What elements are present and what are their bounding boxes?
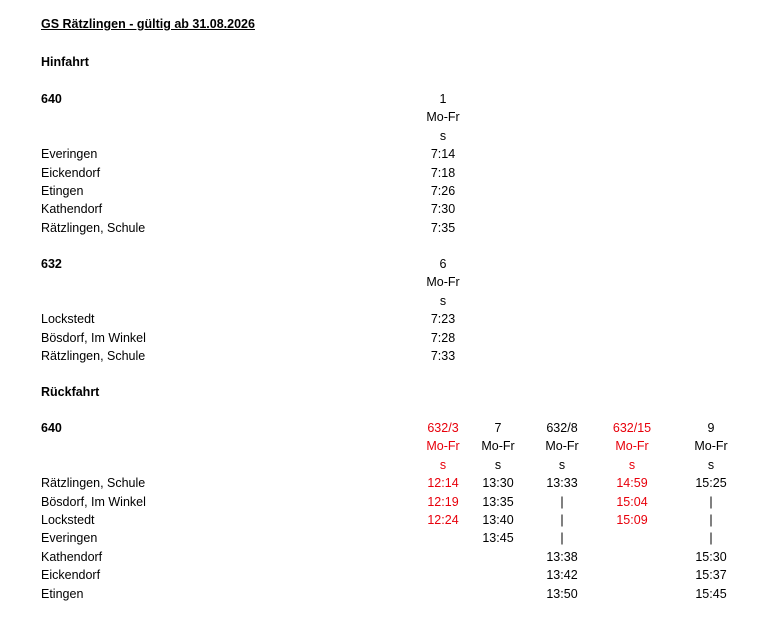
- departure-time: 15:04: [616, 494, 648, 509]
- stop-name: Rätzlingen, Schule: [41, 476, 146, 491]
- departure-time: 7:26: [430, 184, 456, 198]
- departure-time: 13:42: [546, 568, 578, 583]
- stop-name: Eickendorf: [41, 165, 101, 180]
- departure-time: 13:45: [482, 531, 514, 546]
- stop-name: Lockstedt: [41, 312, 95, 327]
- departure-time: 15:25: [695, 476, 727, 491]
- trip-days: Mo-Fr: [694, 439, 728, 454]
- trip-days: Mo-Fr: [545, 439, 579, 454]
- section-heading-rueckfahrt: Rückfahrt: [41, 385, 100, 399]
- trip-note: s: [439, 128, 447, 143]
- stop-name: Everingen: [41, 531, 98, 546]
- trip-days: Mo-Fr: [426, 275, 460, 290]
- departure-time: 7:14: [430, 147, 456, 162]
- trip-number: 632/15: [612, 421, 652, 435]
- trip-note: s: [558, 457, 566, 472]
- trip-number: 7: [494, 421, 502, 435]
- trip-days: Mo-Fr: [615, 439, 649, 454]
- pass-through-marker: |: [560, 494, 564, 509]
- section-heading-hinfahrt: Hinfahrt: [41, 55, 89, 69]
- departure-time: 15:09: [616, 513, 648, 527]
- stop-name: Etingen: [41, 184, 84, 198]
- departure-time: 15:30: [695, 549, 727, 564]
- departure-time: 14:59: [616, 476, 648, 491]
- departure-time: 13:30: [482, 476, 514, 491]
- stop-name: Bösdorf, Im Winkel: [41, 330, 146, 345]
- trip-note: s: [628, 457, 636, 472]
- trip-days: Mo-Fr: [426, 110, 460, 125]
- trip-number: 6: [439, 257, 447, 271]
- stop-name: Rätzlingen, Schule: [41, 349, 146, 363]
- departure-time: 15:45: [695, 586, 727, 601]
- trip-number: 1: [439, 92, 447, 106]
- pass-through-marker: |: [560, 531, 564, 546]
- stop-name: Bösdorf, Im Winkel: [41, 494, 146, 509]
- trip-note: s: [439, 293, 447, 308]
- stop-name: Kathendorf: [41, 549, 103, 564]
- line-number: 640: [41, 421, 62, 435]
- departure-time: 13:35: [482, 494, 514, 509]
- departure-time: 7:35: [430, 220, 456, 235]
- trip-note: s: [439, 457, 447, 472]
- stop-name: Etingen: [41, 586, 84, 601]
- departure-time: 7:18: [430, 165, 456, 180]
- stop-name: Eickendorf: [41, 568, 101, 583]
- trip-number: 632/8: [546, 421, 578, 435]
- departure-time: 13:50: [546, 586, 578, 601]
- departure-time: 12:14: [427, 476, 459, 491]
- trip-number: 632/3: [427, 421, 459, 435]
- pass-through-marker: |: [709, 494, 713, 509]
- page-title: GS Rätzlingen - gültig ab 31.08.2026: [41, 17, 255, 31]
- departure-time: 7:33: [430, 349, 456, 363]
- trip-note: s: [494, 457, 502, 472]
- departure-time: 13:33: [546, 476, 578, 491]
- line-number: 632: [41, 257, 62, 271]
- departure-time: 13:38: [546, 549, 578, 564]
- departure-time: 15:37: [695, 568, 727, 583]
- trip-days: Mo-Fr: [426, 439, 460, 454]
- departure-time: 7:23: [430, 312, 456, 327]
- trip-days: Mo-Fr: [481, 439, 515, 454]
- stop-name: Everingen: [41, 147, 98, 162]
- line-number: 640: [41, 92, 62, 106]
- pass-through-marker: |: [709, 531, 713, 546]
- stop-name: Lockstedt: [41, 513, 95, 527]
- departure-time: 12:19: [427, 494, 459, 509]
- departure-time: 7:30: [430, 202, 456, 217]
- stop-name: Rätzlingen, Schule: [41, 220, 146, 235]
- departure-time: 7:28: [430, 330, 456, 345]
- departure-time: 13:40: [482, 513, 514, 527]
- pass-through-marker: |: [709, 513, 713, 527]
- trip-note: s: [707, 457, 715, 472]
- stop-name: Kathendorf: [41, 202, 103, 217]
- pass-through-marker: |: [560, 513, 564, 527]
- trip-number: 9: [707, 421, 715, 435]
- departure-time: 12:24: [427, 513, 459, 527]
